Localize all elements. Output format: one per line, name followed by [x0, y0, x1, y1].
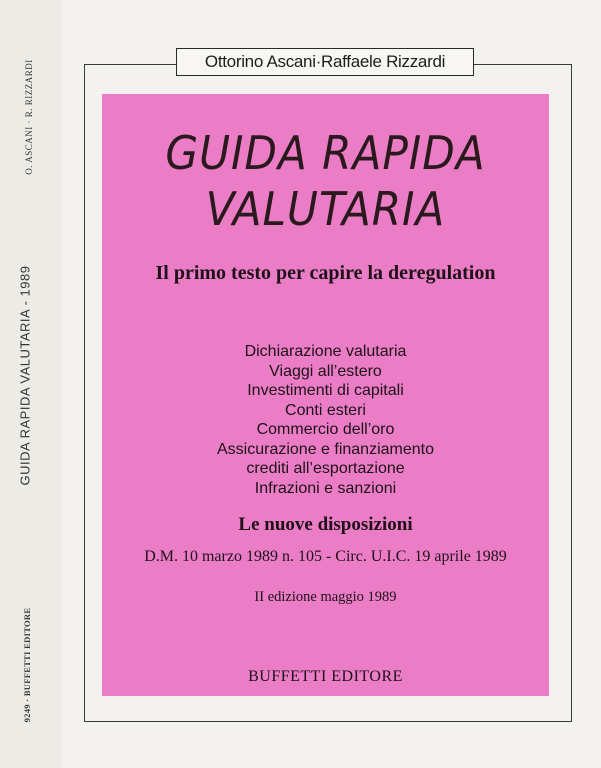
- title-line-2: VALUTARIA: [205, 182, 446, 236]
- topic-item: Conti esteri: [285, 401, 366, 419]
- topic-item: Assicurazione e finanziamento: [216, 440, 434, 458]
- spine-authors: O. ASCANI · R. RIZZARDI: [24, 59, 34, 175]
- topic-item: Investimenti di capitali: [247, 382, 404, 399]
- topic-item: Dichiarazione valutaria: [244, 343, 407, 360]
- spine-publisher: 9249 · BUFFETTI EDITORE: [22, 607, 32, 723]
- title-line-1: GUIDA RAPIDA: [165, 126, 486, 180]
- edition-note: II edizione maggio 1989: [254, 589, 397, 605]
- title-panel: [102, 94, 549, 696]
- topic-list: [102, 342, 549, 498]
- decree-reference: D.M. 10 marzo 1989 n. 105 - Circ. U.I.C. 19 aprile 1989: [144, 548, 507, 565]
- topic-item: Viaggi all’estero: [269, 362, 382, 380]
- publisher-name: BUFFETTI EDITORE: [248, 668, 403, 685]
- book-spine: [0, 0, 63, 768]
- new-provisions-heading: Le nuove disposizioni: [238, 514, 413, 535]
- spine-title: GUIDA RAPIDA VALUTARIA - 1989: [17, 265, 33, 486]
- subtitle: Il primo testo per capire la deregulation: [155, 262, 496, 284]
- authors-label: Ottorino Ascani·Raffaele Rizzardi: [176, 48, 474, 76]
- topic-item: Infrazioni e sanzioni: [254, 479, 397, 497]
- topic-item: Commercio dell’oro: [256, 421, 395, 438]
- topic-item: crediti all’esportazione: [246, 460, 405, 477]
